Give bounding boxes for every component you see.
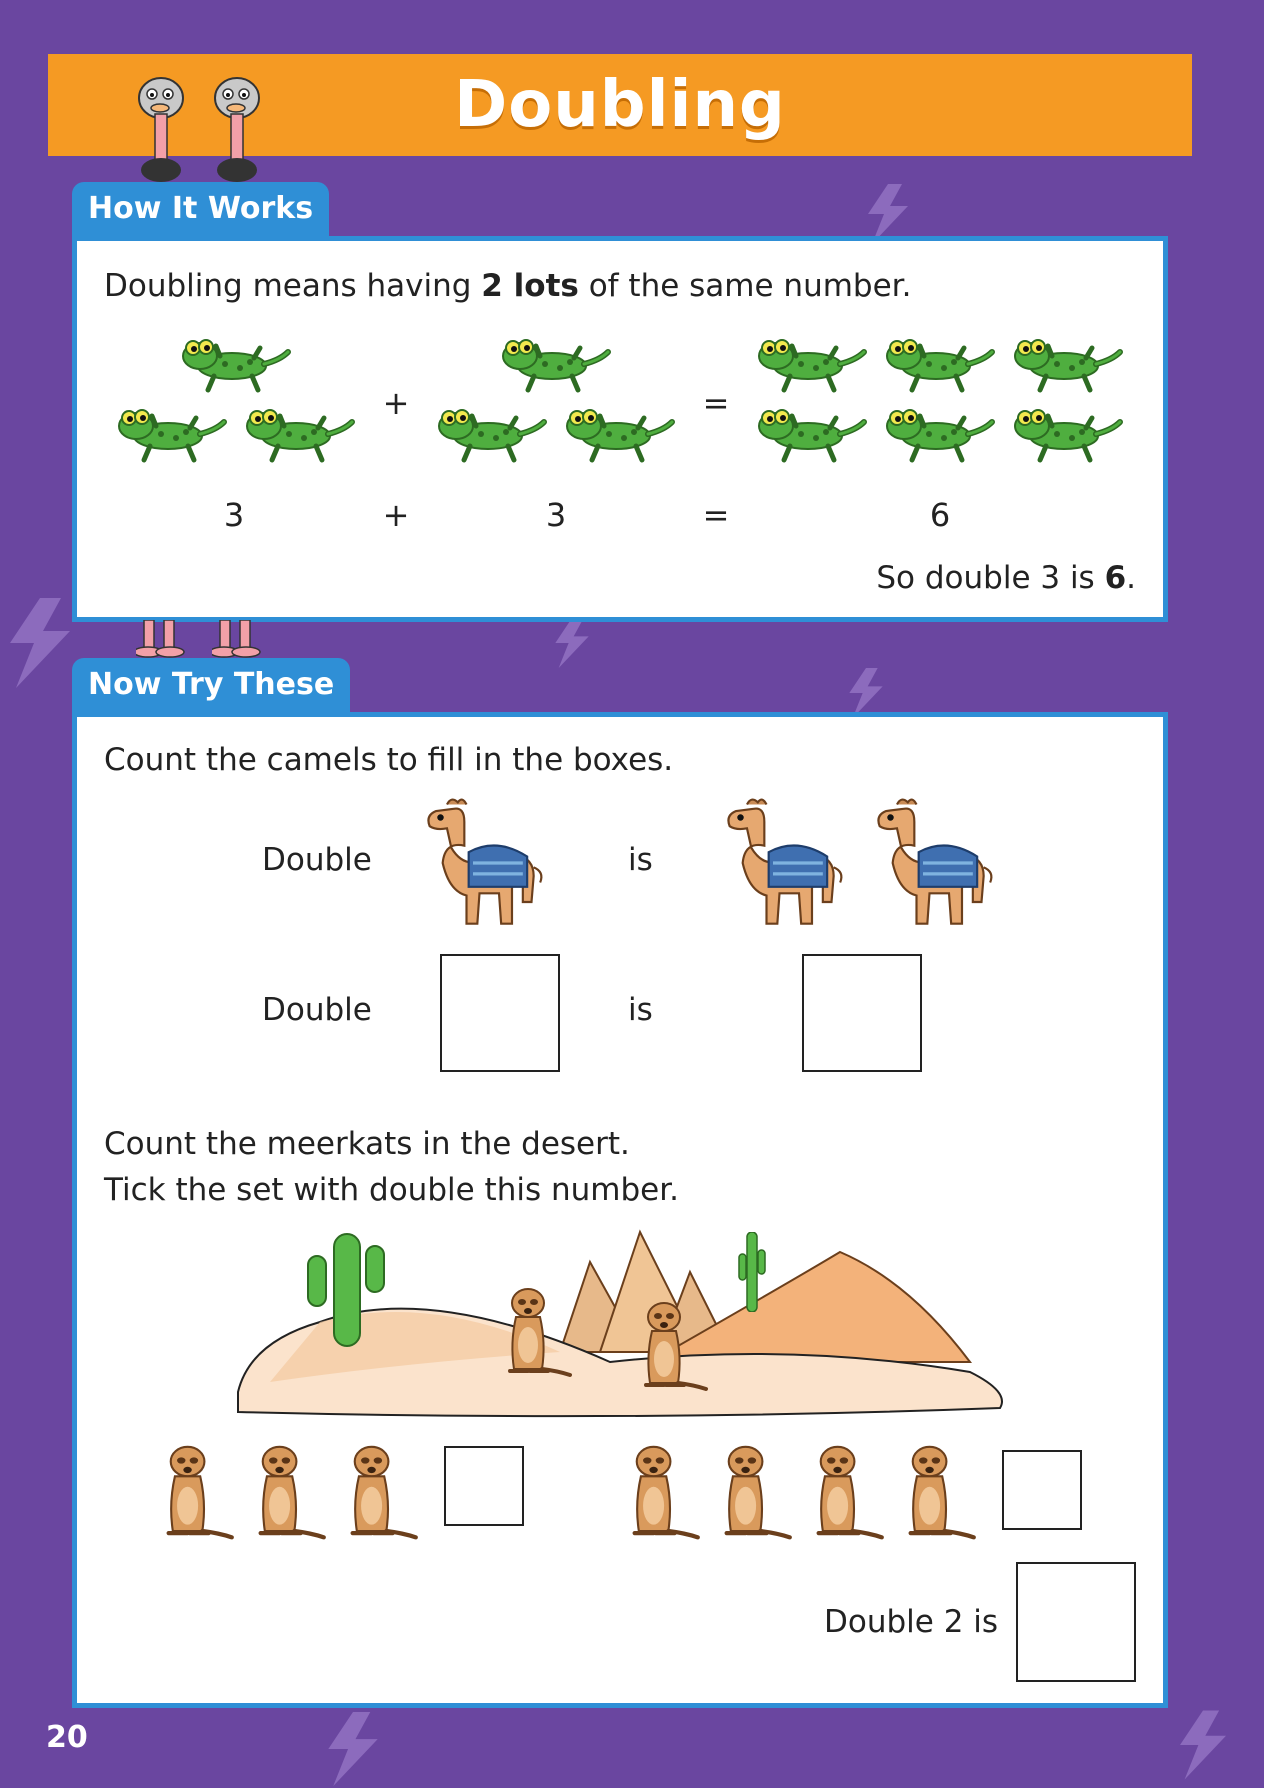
meerkat-icon (156, 1436, 236, 1546)
number-b: 3 (545, 496, 567, 534)
ostrich-icon (210, 76, 264, 182)
lizard-icon (116, 404, 228, 464)
camels-instruction: Count the camels to fill in the boxes. (104, 742, 674, 778)
tick-box-set-1[interactable] (444, 1446, 524, 1526)
lizard-icon (884, 334, 996, 394)
equals-sign: = (702, 496, 730, 534)
meerkat-icon (248, 1436, 328, 1546)
plus-sign: + (382, 496, 410, 534)
plus-sign: + (382, 384, 410, 422)
meerkat-icon (634, 1290, 710, 1400)
conclusion-text: So double 3 is 6. (876, 560, 1136, 596)
lizard-icon (1012, 404, 1124, 464)
cactus-icon (304, 1226, 388, 1350)
lizard-icon (756, 404, 868, 464)
double-label: Double (262, 842, 372, 878)
how-it-works-tab: How It Works (72, 182, 329, 236)
final-statement: Double 2 is (824, 1604, 999, 1640)
ostrich-icon (212, 620, 262, 660)
meerkat-icon (498, 1276, 574, 1386)
lizard-icon (436, 404, 548, 464)
answer-box-double[interactable] (440, 954, 560, 1072)
lightning-icon (864, 184, 912, 244)
lizard-icon (244, 404, 356, 464)
intro-text: Doubling means having 2 lots of the same number. (104, 268, 912, 304)
lizard-icon (756, 334, 868, 394)
lightning-icon (838, 668, 894, 718)
lizard-icon (500, 334, 612, 394)
ostrich-icon (134, 76, 188, 182)
lizard-icon (180, 334, 292, 394)
double-label: Double (262, 992, 372, 1028)
page-number: 20 (46, 1720, 88, 1755)
lightning-icon (322, 1712, 384, 1786)
intro-bold: 2 lots (481, 268, 579, 304)
ostrich-icon (136, 620, 186, 660)
answer-box-result[interactable] (802, 954, 922, 1072)
number-result: 6 (929, 496, 951, 534)
cactus-icon (738, 1232, 766, 1312)
now-try-these-tab: Now Try These (72, 658, 350, 712)
meerkat-icon (898, 1436, 978, 1546)
camel-icon (716, 798, 856, 928)
equals-sign: = (702, 384, 730, 422)
lizard-icon (564, 404, 676, 464)
answer-box-final[interactable] (1016, 1562, 1136, 1682)
lizard-icon (1012, 334, 1124, 394)
lightning-icon (554, 618, 590, 668)
lizard-icon (884, 404, 996, 464)
number-a: 3 (223, 496, 245, 534)
page-title: Doubling (454, 68, 786, 142)
meerkat-instruction-1: Count the meerkats in the desert. (104, 1126, 630, 1162)
meerkat-icon (340, 1436, 420, 1546)
meerkat-icon (714, 1436, 794, 1546)
tick-box-set-2[interactable] (1002, 1450, 1082, 1530)
conclusion-bold: 6 (1104, 560, 1127, 596)
meerkat-icon (806, 1436, 886, 1546)
meerkat-icon (622, 1436, 702, 1546)
is-label: is (628, 842, 653, 878)
is-label: is (628, 992, 653, 1028)
camel-icon (416, 798, 556, 928)
meerkat-instruction-2: Tick the set with double this number. (104, 1172, 679, 1208)
lightning-icon (1180, 1706, 1226, 1784)
camel-icon (866, 798, 1006, 928)
lightning-icon (10, 598, 70, 688)
